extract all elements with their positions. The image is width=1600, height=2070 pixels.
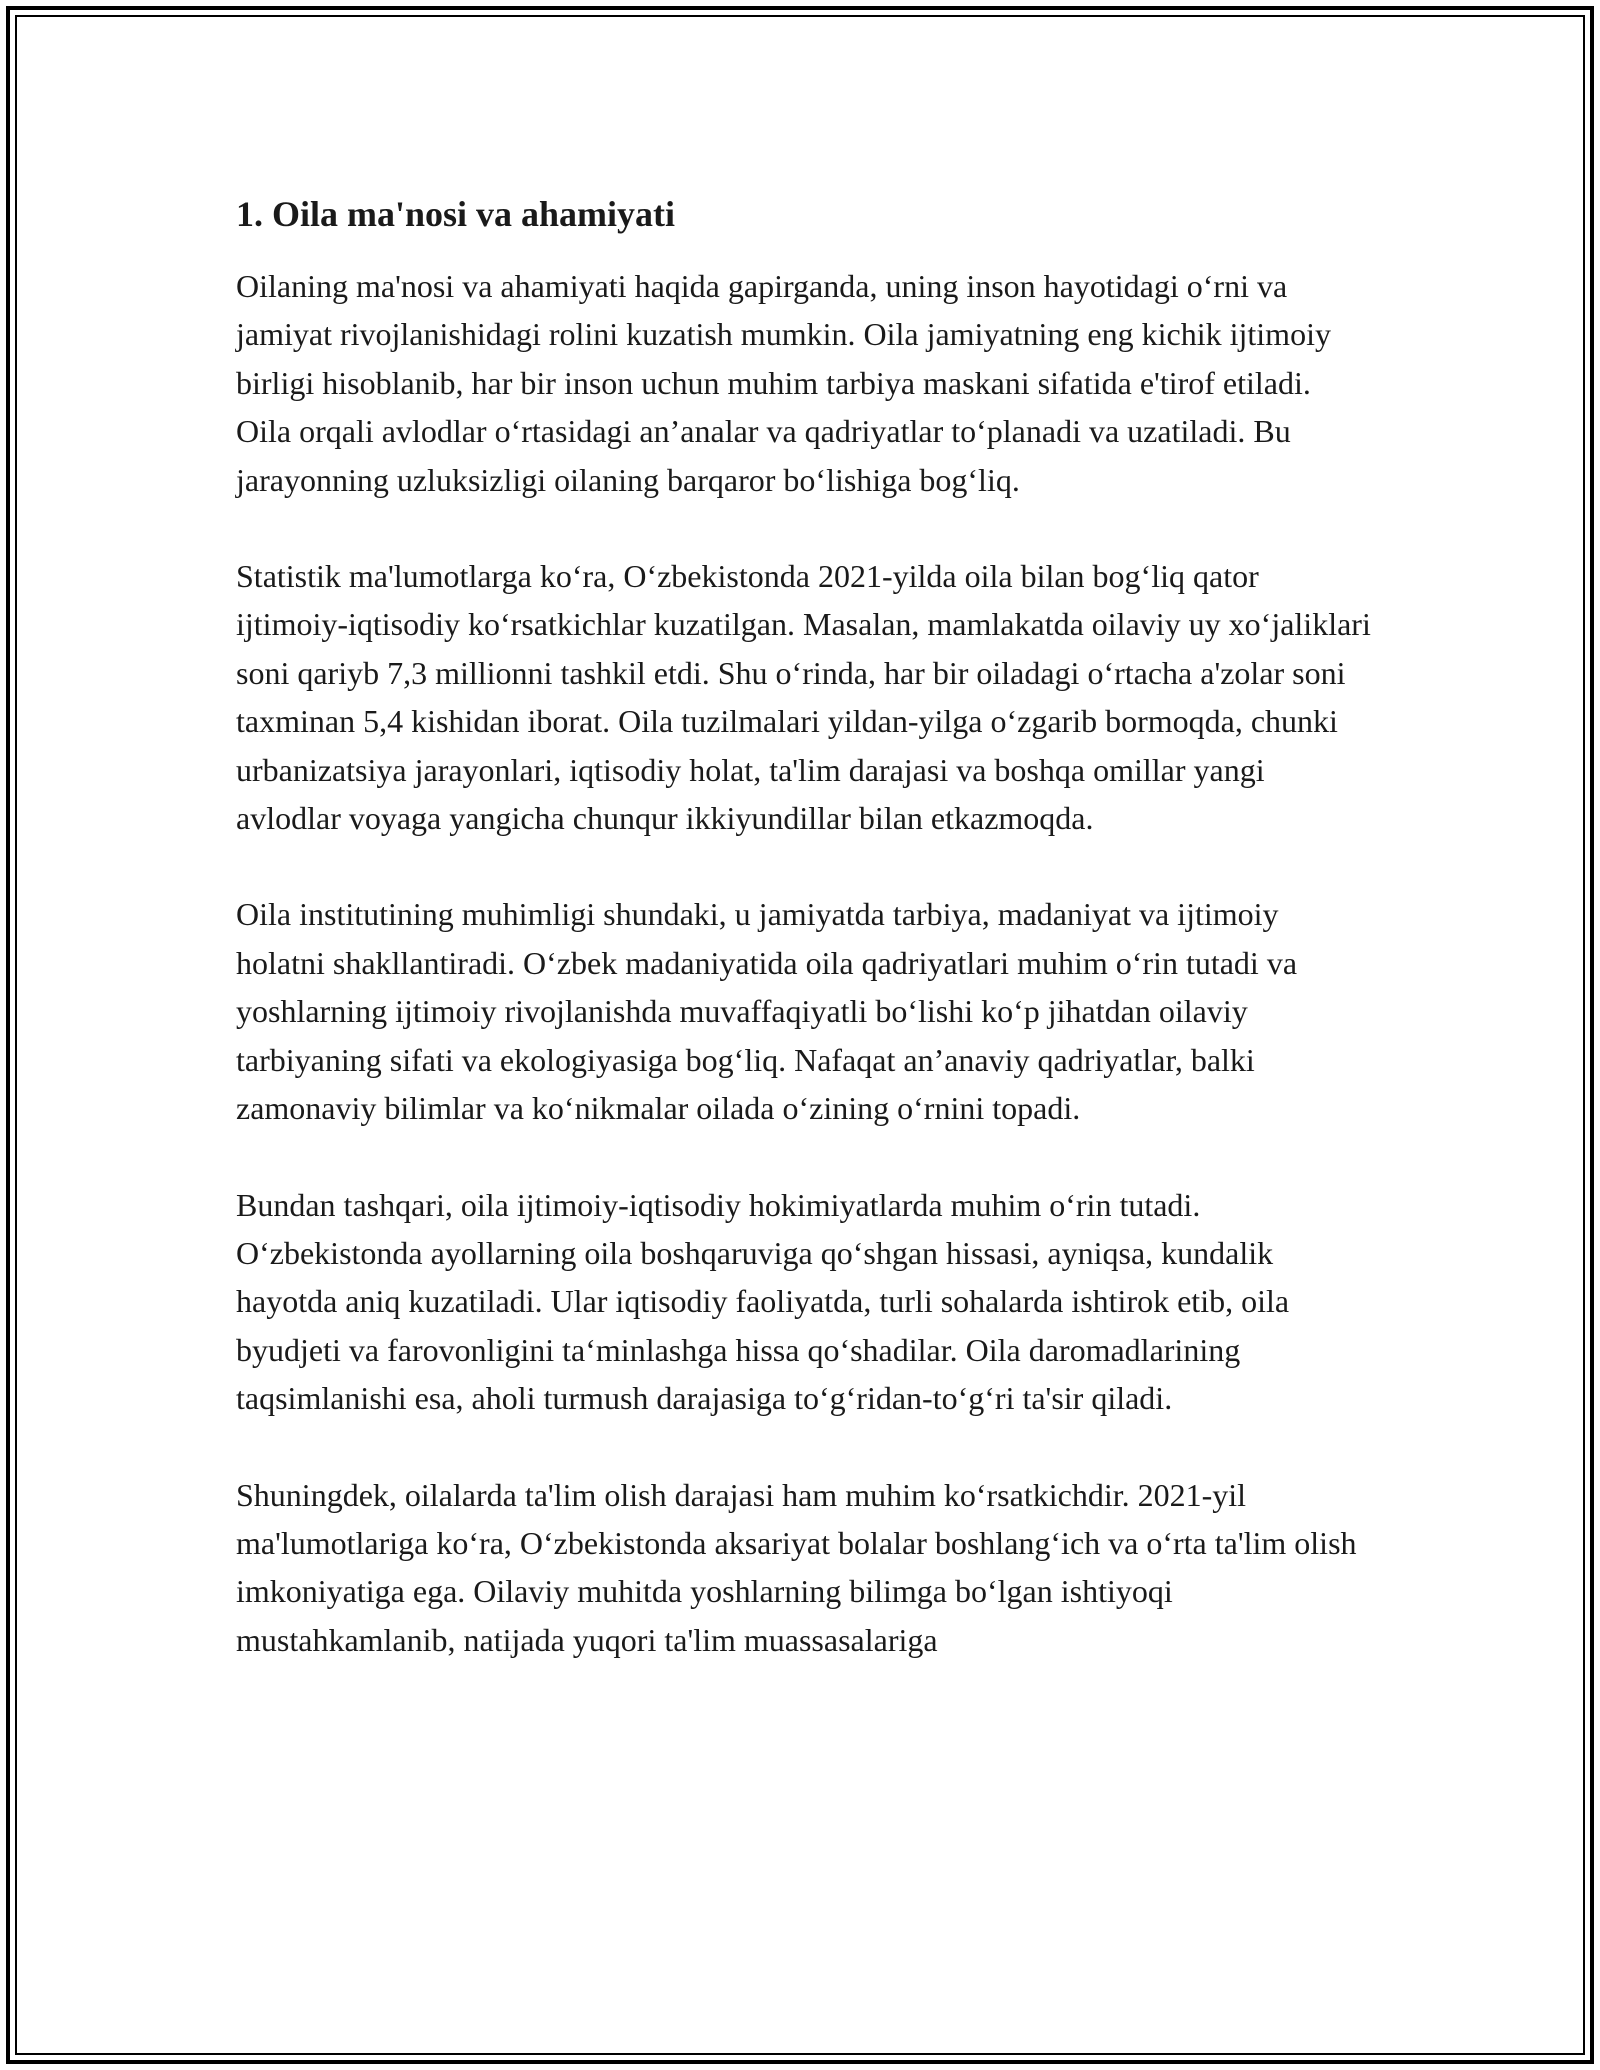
paragraph-5: Shuningdek, oilalarda ta'lim olish darajasi ham muhim ko‘rsatkichdir. 2021-yil ma'lumotlariga ko‘ra, O‘zbekistonda aksariyat bolalar boshlang‘ich va o‘rta ta'lim olish imkoniyatiga ega. Oilaviy muhitda yoshlarning bilimga bo‘lgan ishtiyoqi mustahkamlanib, natijada yuqori ta'lim muassasalariga [236, 1476, 1357, 1658]
document-body [236, 190, 1371, 1664]
paragraph-4: Bundan tashqari, oila ijtimoiy-iqtisodiy hokimiyatlarda muhim o‘rin tutadi. O‘zbekistonda ayollarning oila boshqaruviga qo‘shgan hissasi, ayniqsa, kundalik hayotda aniq kuzatiladi. Ular iqtisodiy faoliyatda, turli sohalarda ishtirok etib, oila byudjeti va farovonligini ta‘minlashga hissa qo‘shadilar. Oila daromadlarining taqsimlanishi esa, aholi turmush darajasiga to‘g‘ridan-to‘g‘ri ta'sir qiladi. [236, 1186, 1290, 1417]
paragraph-1: Oilaning ma'nosi va ahamiyati haqida gapirganda, uning inson hayotidagi o‘rni va jamiyat rivojlanishidagi rolini kuzatish mumkin. Oila jamiyatning eng kichik ijtimoiy birligi hisoblanib, har bir inson uchun muhim tarbiya maskani sifatida e'tirof etiladi. Oila orqali avlodlar o‘rtasidagi an’analar va qadriyatlar to‘planadi va uzatiladi. Bu jarayonning uzluksizligi oilaning barqaror bo‘lishiga bog‘liq. [236, 268, 1331, 498]
paragraph-3: Oila institutining muhimligi shundaki, u jamiyatda tarbiya, madaniyat va ijtimoiy holatni shakllantiradi. O‘zbek madaniyatida oila qadriyatlari muhim o‘rin tutadi va yoshlarning ijtimoiy rivojlanishda muvaffaqiyatli bo‘lishi ko‘p jihatdan oilaviy tarbiyaning sifati va ekologiyasiga bog‘liq. Nafaqat an’anaviy qadriyatlar, balki zamonaviy bilimlar va ko‘nikmalar oilada o‘zining o‘rnini topadi. [236, 896, 1298, 1127]
paragraph-2: Statistik ma'lumotlarga ko‘ra, O‘zbekistonda 2021-yilda oila bilan bog‘liq qator ijtimoiy-iqtisodiy ko‘rsatkichlar kuzatilgan. Masalan, mamlakatda oilaviy uy xo‘jaliklari soni qariyb 7,3 millionni tashkil etdi. Shu o‘rinda, har bir oiladagi o‘rtacha a'zolar soni taxminan 5,4 kishidan iborat. Oila tuzilmalari yildan-yilga o‘zgarib bormoqda, chunki urbanizatsiya jarayonlari, iqtisodiy holat, ta'lim darajasi va boshqa omillar yangi avlodlar voyaga yangicha chunqur ikkiyundillar bilan etkazmoqda. [236, 558, 1371, 837]
section-heading: 1. Oila ma'nosi va ahamiyati [236, 194, 676, 234]
